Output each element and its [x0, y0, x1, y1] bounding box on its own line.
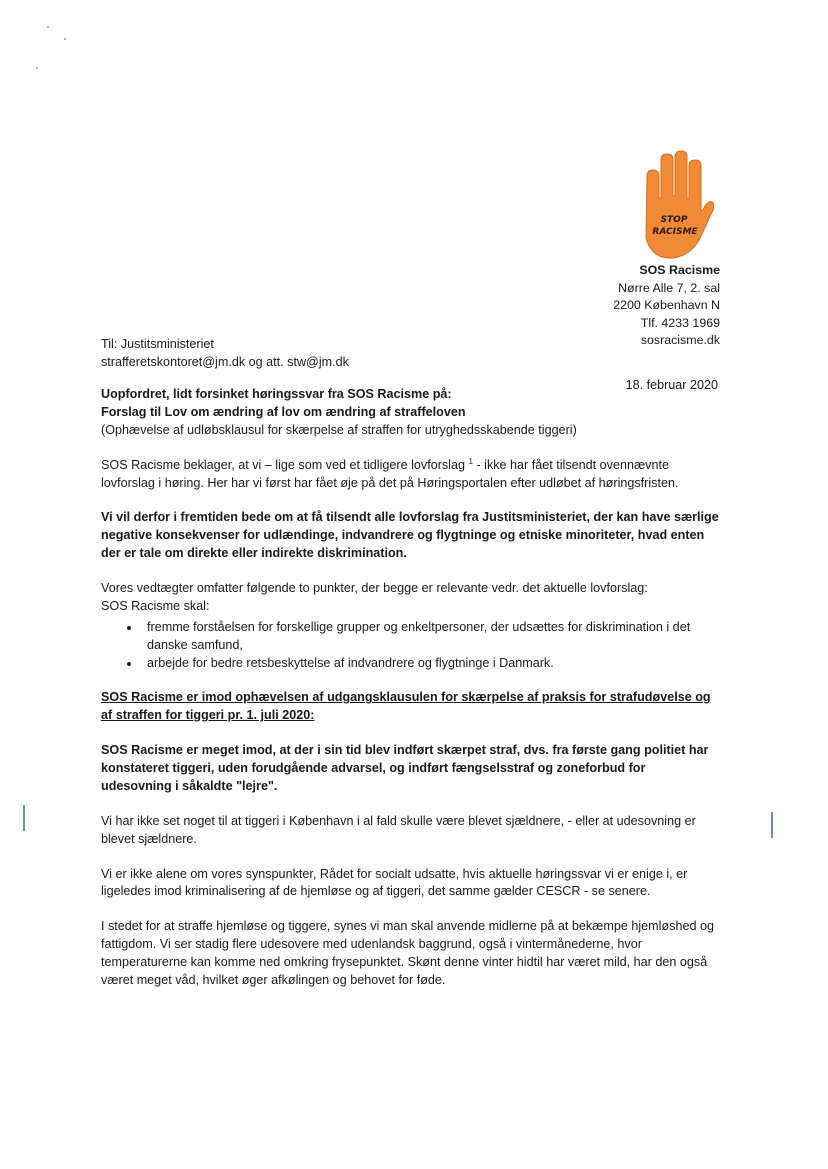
letter-date: 18. februar 2020	[625, 378, 718, 392]
scan-speck	[47, 26, 49, 28]
paragraph-1	[101, 457, 719, 493]
scan-mark-right	[771, 812, 773, 838]
logo-text-racisme: RACISME	[652, 227, 698, 237]
paragraph-1-end: - ikke har fået tilsendt ovennævnte lovforslag i høring. Her har vi først har fået øje på det på Høringsportalen efter udløbet af høringsfristen.	[101, 457, 679, 490]
section-heading: SOS Racisme er imod ophævelsen af udgangsklausulen for skærpelse af praksis for strafudøvelse og af straffen for tiggeri pr. 1. juli 2020:	[101, 690, 711, 723]
paragraph-6: Vi er ikke alene om vores synspunkter, Rådet for socialt udsatte, hvis aktuelle høringssvar vi er enige i, er ligeledes imod kriminalisering af de hjemløse og af tiggeri, det samme gælder CESCR - se senere.	[101, 866, 688, 899]
subject-line-1: Uopfordret, lidt forsinket høringssvar fra SOS Racisme på:	[101, 387, 452, 401]
list-item: • arbejde for bedre retsbeskyttelse af indvandrere og flygtninge i Danmark.	[141, 655, 719, 673]
subject-line-3: (Ophævelse af udløbsklausul for skærpelse af straffen for utryghedsskabende tiggeri)	[101, 422, 577, 437]
sender-street: Nørre Alle 7, 2. sal	[618, 280, 720, 295]
paragraph-1-start: SOS Racisme beklager, at vi – lige som ved et tidligere lovforslag	[101, 457, 465, 472]
scan-speck	[36, 67, 38, 69]
paragraph-3	[101, 580, 719, 616]
paragraph-2: Vi vil derfor i fremtiden bede om at få tilsendt alle lovforslag fra Justitsministeriet, der kan have særlige negative konsekvenser for udlændinge, indvandrere og flygtninge og etniske minoriteter, hvad enten der er tale om direkte eller indirekte diskrimination.	[101, 510, 719, 561]
recipient-emails: strafferetskontoret@jm.dk og att. stw@jm.dk	[101, 354, 349, 369]
paragraph-3-intro: Vores vedtægter omfatter følgende to punkter, der begge er relevante vedr. det aktuelle lovforslag:	[101, 581, 648, 595]
statute-bullet-list	[101, 619, 719, 673]
logo-text-stop: STOP	[660, 215, 688, 225]
hand-shape	[646, 151, 714, 258]
sender-city: 2200 København N	[613, 298, 720, 313]
paragraph-5: Vi har ikke set noget til at tiggeri i København i al fald skulle være blevet sjældnere, - eller at udesovning er blevet sjældnere.	[101, 813, 696, 846]
paragraph-3-sub: SOS Racisme skal:	[101, 598, 210, 613]
sender-address	[613, 262, 720, 350]
sender-web: sosracisme.dk	[640, 333, 720, 348]
sender-name: SOS Racisme	[639, 263, 720, 277]
sender-phone: Tlf. 4233 1969	[640, 315, 720, 330]
paragraph-7: I stedet for at straffe hjemløse og tiggere, synes vi man skal anvende midlerne på at bekæmpe hjemløshed og fattigdom. Vi ser stadig flere udesovere med udenlandsk baggrund, også i vintermånederne, hvor temperaturerne kan komme ned omkring frysepunktet. Skønt denne vinter hidtil har været mild, har den også været meget våd, hvilket øger afkølingen og behovet for føde.	[101, 919, 714, 987]
stop-racism-hand-icon	[630, 150, 714, 262]
recipient-block	[101, 336, 349, 372]
scan-speck	[64, 38, 66, 40]
paragraph-4: SOS Racisme er meget imod, at der i sin tid blev indført skærpet straf, dvs. fra første gang politiet har konstateret tiggeri, uden forudgående advarsel, og indført fængselsstraf og zoneforbud for udesovning i såkaldte "lejre".	[101, 743, 709, 793]
footnote-marker: 1	[468, 456, 473, 466]
list-item: • fremme forståelsen for forskellige grupper og enkeltpersoner, der udsættes for diskrimination i det danske samfund,	[141, 619, 719, 655]
subject-line-2: Forslag til Lov om ændring af lov om ændring af straffeloven	[101, 404, 466, 419]
recipient-name: Til: Justitsministeriet	[101, 337, 214, 351]
subject-block	[101, 386, 719, 440]
letter-body	[101, 386, 719, 990]
scan-mark-left	[23, 805, 25, 831]
